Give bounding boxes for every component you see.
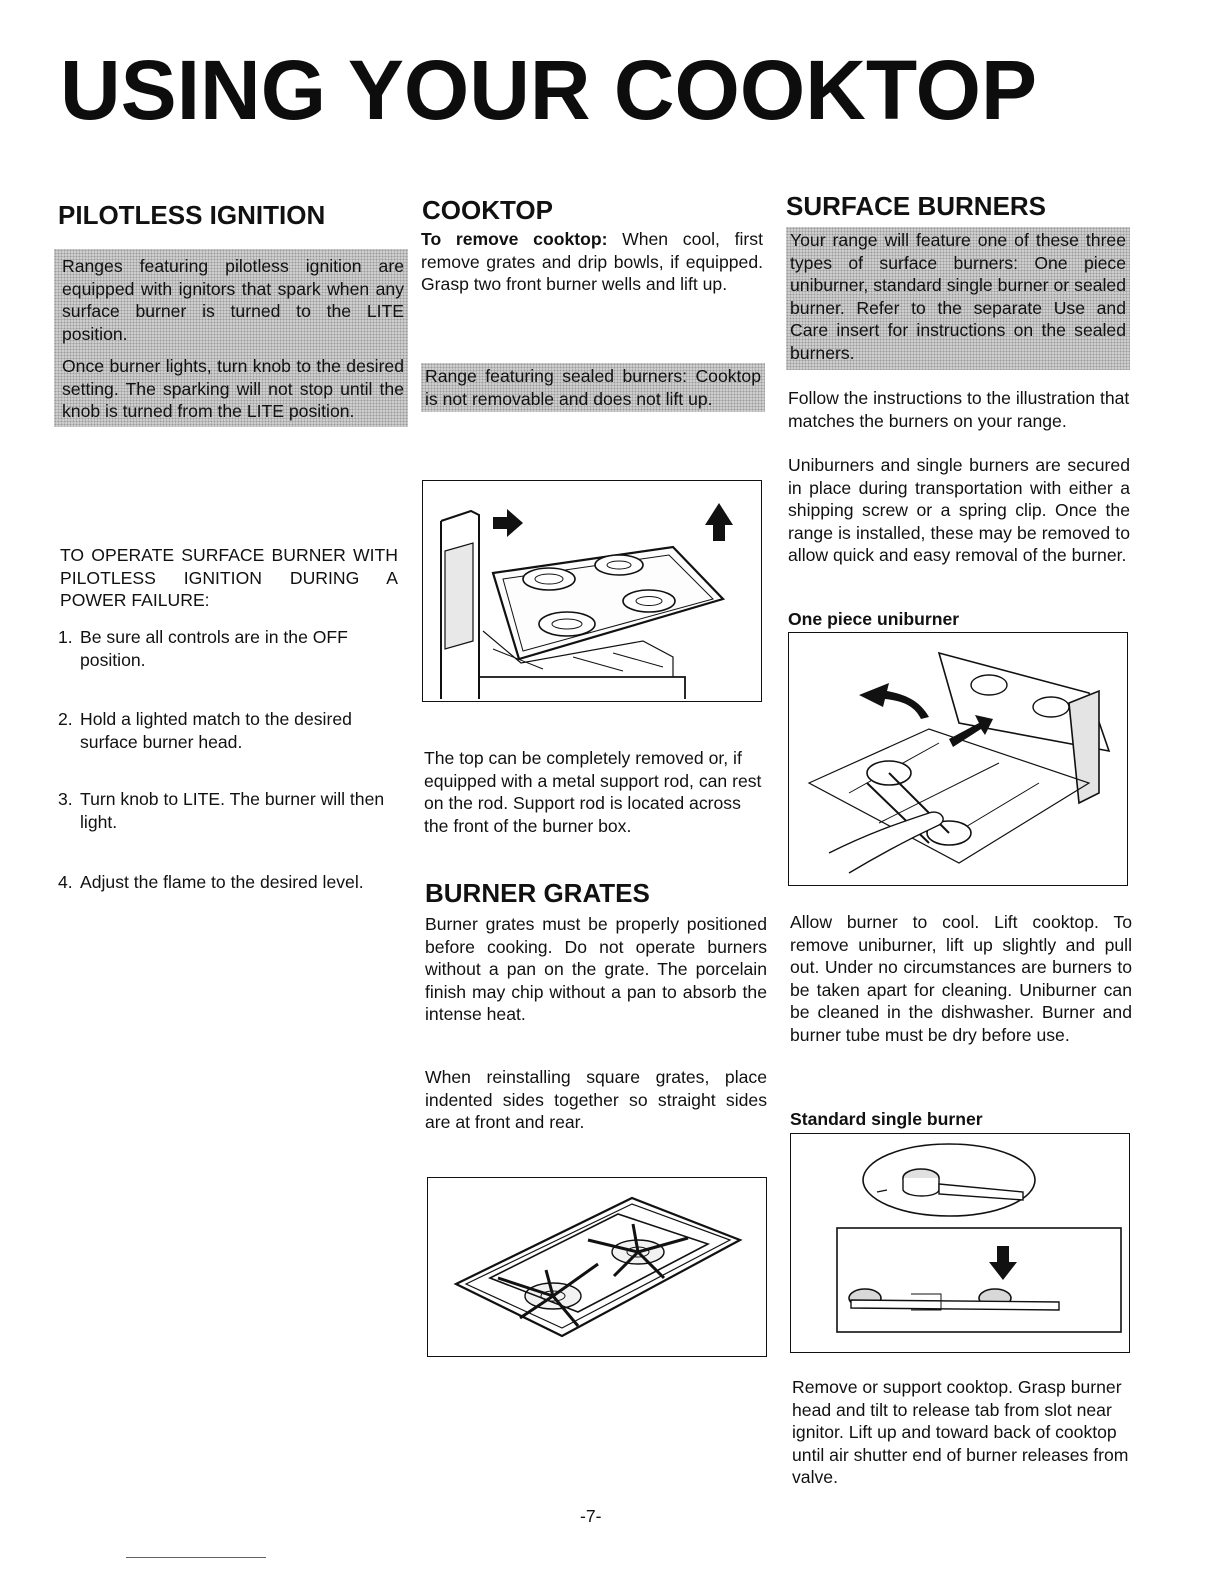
uniburner-heading: One piece uniburner (788, 609, 960, 629)
page-number: -7- (580, 1506, 602, 1526)
step-4: 4. Adjust the flame to the desired level. (58, 872, 364, 892)
cooktop-lift-illustration (422, 480, 762, 702)
single-burner-heading: Standard single burner (790, 1109, 983, 1129)
surface-secured-text: Uniburners and single burners are secured in place during transportation with either a shipping screw or a spring clip. Once the range is installed, these may be removed to allow quick and easy removal of the burner. (788, 455, 1130, 565)
uniburner-drawing (789, 633, 1127, 885)
cooktop-support-text: The top can be completely removed or, if equipped with a metal support rod, can rest on the rod. Support rod is located across the front of the burner box. (424, 748, 762, 836)
pilotless-shaded-box (54, 249, 408, 427)
pilotless-heading: PILOTLESS IGNITION (58, 200, 326, 230)
power-failure-steps (58, 626, 402, 894)
single-burner-text: Remove or support cooktop. Grasp burner head and tilt to release tab from slot near ignitor. Lift up and toward back of cooktop until air shutter end of burner releases from valve. (792, 1377, 1129, 1487)
burner-grates-drawing (428, 1178, 766, 1356)
cooktop-remove-label: To remove cooktop: (421, 229, 608, 249)
power-failure-heading: TO OPERATE SURFACE BURNER WITH PILOTLESS IGNITION DURING A POWER FAILURE: (60, 545, 398, 610)
single-burner-drawing (791, 1134, 1129, 1352)
sealed-burner-note: Range featuring sealed burners: Cooktop is not removable and does not lift up. (421, 363, 765, 412)
surface-heading: SURFACE BURNERS (786, 191, 1047, 221)
pilotless-shaded-para-2: Once burner lights, turn knob to the desired setting. The sparking will not stop until the knob is turned from the LITE position. (62, 356, 404, 421)
single-burner-illustration (790, 1133, 1130, 1353)
burner-grates-illustration (427, 1177, 767, 1357)
step-3: 3. Turn knob to LITE. The burner will then light. (58, 789, 385, 832)
grates-heading: BURNER GRATES (425, 878, 650, 908)
page-title: USING YOUR COOKTOP (60, 43, 1038, 137)
surface-follow-text: Follow the instructions to the illustration that matches the burners on your range. (788, 388, 1130, 431)
cooktop-remove-text: To remove cooktop: When cool, first remove grates and drip bowls, if equipped. Grasp two front burner wells and lift up. (421, 229, 763, 294)
uniburner-text: Allow burner to cool. Lift cooktop. To remove uniburner, lift up slightly and pull out. Under no circumstances are burners to be taken apart for cleaning. Uniburner can be cleaned in the dishwasher. Burner and burner tube must be dry before use. (790, 912, 1132, 1045)
cooktop-lift-drawing (423, 481, 761, 701)
bottom-rule (126, 1557, 266, 1558)
uniburner-illustration (788, 632, 1128, 886)
grates-para-2: When reinstalling square grates, place indented sides together so straight sides are at front and rear. (425, 1067, 767, 1132)
surface-shaded-intro: Your range will feature one of these three types of surface burners: One piece uniburner, standard single burner or sealed burner. Refer to the separate Use and Care insert for instructions on the sealed burners. (786, 227, 1130, 370)
pilotless-shaded-para-1: Ranges featuring pilotless ignition are equipped with ignitors that spark when any surface burner is turned to the LITE position. (62, 256, 404, 344)
step-2: 2. Hold a lighted match to the desired surface burner head. (58, 709, 352, 752)
step-1: 1. Be sure all controls are in the OFF position. (58, 627, 348, 670)
cooktop-heading: COOKTOP (422, 195, 553, 225)
grates-para-1: Burner grates must be properly positioned before cooking. Do not operate burners without a pan on the grate. The porcelain finish may chip without a pan to absorb the intense heat. (425, 914, 767, 1024)
